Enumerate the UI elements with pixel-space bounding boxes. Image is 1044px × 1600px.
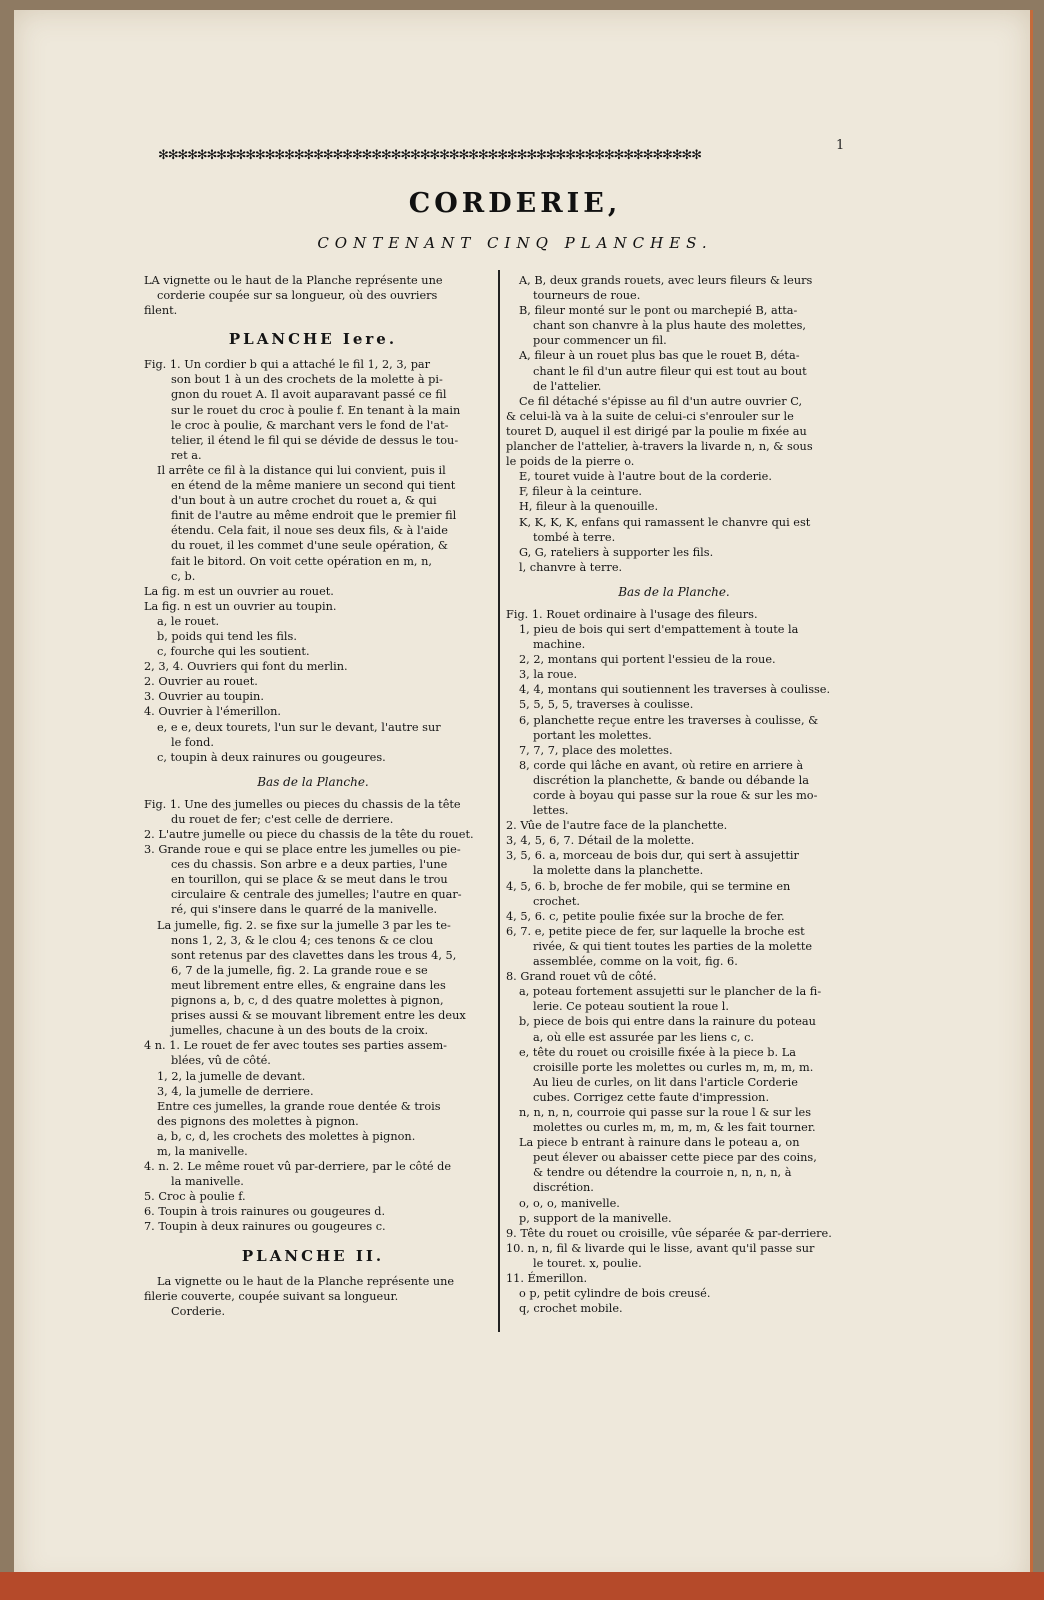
legend-line: 2. L'autre jumelle ou piece du chassis de la tête du rouet. — [144, 828, 474, 841]
legend-line: la manivelle. — [171, 1175, 244, 1189]
fig1-paragraph — [144, 357, 482, 463]
intro-paragraph — [144, 273, 482, 318]
text-line: ret a. — [171, 448, 202, 462]
text-line: Il arrête ce fil à la distance qui lui convient, puis il — [157, 463, 446, 477]
legend-line: chant son chanvre à la plus haute des molettes, — [533, 319, 807, 333]
legend-line: c, fourche qui les soutient. — [157, 645, 310, 659]
legend-line: lerie. Ce poteau soutient la roue l. — [533, 1000, 729, 1014]
text-line: telier, il étend le fil qui se dévide de dessus le tou- — [171, 433, 459, 447]
text-line: corderie coupée sur sa longueur, où des ouvriers — [157, 289, 438, 303]
legend-line: la molette dans la planchette. — [533, 864, 704, 878]
left-column — [144, 273, 482, 1319]
legend-line: pour commencer un fil. — [533, 334, 667, 348]
legend-line: 4, 5, 6. c, petite poulie fixée sur la broche de fer. — [506, 909, 785, 923]
vignette-legend-list — [506, 273, 842, 575]
legend-line: b, poids qui tend les fils. — [157, 629, 297, 643]
legend-line: circulaire & centrale des jumelles; l'autre en quar- — [171, 888, 462, 902]
legend-line: Entre ces jumelles, la grande roue dentée & trois — [157, 1099, 441, 1113]
legend-line: croisille porte les molettes ou curles m, m, m, m. — [533, 1060, 814, 1074]
legend-line: meut librement entre elles, & engraine dans les — [171, 978, 446, 992]
legend-line: 1, pieu de bois qui sert d'empattement à toute la — [519, 622, 799, 636]
legend-line: o, o, o, manivelle. — [519, 1196, 620, 1210]
legend-line: a, où elle est assurée par les liens c, c. — [533, 1030, 755, 1044]
legend-line: rivée, & qui tient toutes les parties de la molette — [533, 939, 813, 953]
legend-line: sont retenus par des clavettes dans les trous 4, 5, — [171, 948, 457, 962]
legend-line: 2. Vûe de l'autre face de la planchette. — [506, 819, 728, 833]
legend-line: e, tête du rouet ou croisille fixée à la piece b. La — [519, 1045, 796, 1059]
text-line: gnon du rouet A. Il avoit auparavant passé ce fil — [171, 388, 447, 402]
legend-line: & celui-là va à la suite de celui-ci s'enrouler sur le — [506, 409, 794, 423]
legend-line: 7. Toupin à deux rainures ou gougeures c. — [144, 1220, 386, 1234]
legend-line: Au lieu de curles, on lit dans l'article Corderie — [533, 1075, 798, 1089]
legend-line: F, fileur à la ceinture. — [519, 485, 643, 499]
legend-line: 4 n. 1. Le rouet de fer avec toutes ses parties assem- — [144, 1039, 448, 1053]
legend-line: 10. n, n, fil & livarde qui le lisse, avant qu'il passe sur — [506, 1241, 815, 1255]
section-heading-planche-2: PLANCHE II. — [241, 1246, 385, 1265]
legend-line: discrétion la planchette, & bande ou débande la — [533, 773, 809, 787]
legend-line: 3, 4, 5, 6, 7. Détail de la molette. — [506, 834, 695, 848]
legend-line: le fond. — [171, 735, 214, 749]
legend-line: Fig. 1. Une des jumelles ou pieces du chassis de la tête — [144, 797, 461, 811]
legend-line: A, fileur à un rouet plus bas que le rouet B, déta- — [519, 349, 800, 363]
text-line: Fig. 1. Un cordier b qui a attaché le fil 1, 2, 3, par — [144, 358, 431, 372]
legend-line: La piece b entrant à rainure dans le poteau a, on — [519, 1136, 800, 1150]
legend-line: filerie couverte, coupée suivant sa longueur. — [144, 1289, 399, 1303]
text-line: c, b. — [171, 569, 196, 583]
legend-line: K, K, K, K, enfans qui ramassent le chanvre qui est — [519, 515, 811, 529]
text-line: le croc à poulie, & marchant vers le fond de l'at- — [171, 418, 449, 432]
legend-line: 3, la roue. — [519, 668, 578, 682]
legend-line: lettes. — [533, 804, 569, 818]
text-line: filent. — [144, 304, 178, 318]
legend-line: o p, petit cylindre de bois creusé. — [519, 1287, 711, 1301]
legend-line: corde à boyau qui passe sur la roue & sur les mo- — [533, 789, 818, 802]
legend-line: 6, 7. e, petite piece de fer, sur laquelle la broche est — [506, 924, 805, 938]
page-title: CORDERIE, — [408, 188, 622, 219]
legend-line: nons 1, 2, 3, & le clou 4; ces tenons & ce clou — [171, 933, 434, 947]
text-line: finit de l'autre au même endroit que le premier fil — [171, 509, 457, 523]
legend-line: q, crochet mobile. — [519, 1302, 623, 1316]
legend-line: molettes ou curles m, m, m, m, & les fait tourner. — [533, 1121, 816, 1135]
legend-line: chant le fil d'un autre fileur qui est tout au bout — [533, 364, 807, 378]
legend-line: 4. n. 2. Le même rouet vû par-derriere, par le côté de — [144, 1160, 452, 1174]
legend-line: crochet. — [533, 894, 580, 908]
legend-line: La fig. n est un ouvrier au toupin. — [144, 599, 337, 613]
legend-line: b, piece de bois qui entre dans la rainure du poteau — [519, 1015, 816, 1029]
legend-line: ré, qui s'insere dans le quarré de la manivelle. — [171, 903, 438, 917]
legend-line: 4. Ouvrier à l'émerillon. — [144, 705, 282, 719]
legend-line: 11. Émerillon. — [506, 1272, 588, 1285]
legend-line: discrétion. — [533, 1181, 594, 1195]
legend-line: 6, 7 de la jumelle, fig. 2. La grande roue e se — [171, 963, 428, 977]
legend-line: a, le rouet. — [157, 614, 220, 628]
legend-line: cubes. Corrigez cette faute d'impression. — [533, 1090, 770, 1104]
legend-line: La jumelle, fig. 2. se fixe sur la jumelle 3 par les te- — [157, 918, 451, 932]
legend-line: jumelles, chacune à un des bouts de la croix. — [171, 1024, 429, 1038]
legend-line: tombé à terre. — [533, 530, 616, 544]
legend-line: e, e e, deux tourets, l'un sur le devant, l'autre sur — [157, 720, 441, 734]
legend-line: 5. Croc à poulie f. — [144, 1190, 246, 1204]
legend-line: Ce fil détaché s'épisse au fil d'un autre ouvrier C, — [519, 394, 803, 408]
legend-line: c, toupin à deux rainures ou gougeures. — [157, 750, 386, 764]
legend-line: 2. Ouvrier au rouet. — [144, 675, 258, 689]
text-line: sur le rouet du croc à poulie f. En tenant à la main — [171, 403, 461, 417]
legend-line: 9. Tête du rouet ou croisille, vûe séparée & par-derriere. — [506, 1226, 832, 1240]
legend-line: 3, 4, la jumelle de derriere. — [157, 1084, 314, 1098]
legend-line: assemblée, comme on la voit, fig. 6. — [533, 955, 738, 969]
legend-line: E, touret vuide à l'autre bout de la corderie. — [519, 470, 772, 484]
text-line: d'un bout à un autre crochet du rouet a, & qui — [171, 494, 437, 508]
legend-line: machine. — [533, 638, 586, 652]
legend-line: 3. Grande roue e qui se place entre les jumelles ou pie- — [144, 843, 461, 857]
legend-line: 2, 3, 4. Ouvriers qui font du merlin. — [144, 660, 348, 674]
legend-line: m, la manivelle. — [157, 1144, 248, 1158]
legend-line: La vignette ou le haut de la Planche représente une — [157, 1274, 455, 1288]
text-line: LA vignette ou le haut de la Planche représente une — [144, 274, 443, 287]
legend-line: le touret. x, poulie. — [533, 1256, 642, 1270]
planche-2-paragraph — [144, 1274, 482, 1319]
page-number: 1 — [836, 138, 845, 153]
legend-line: 4, 5, 6. b, broche de fer mobile, qui se termine en — [506, 879, 791, 893]
legend-line: ces du chassis. Son arbre e a deux parties, l'une — [171, 858, 448, 872]
text-line: étendu. Cela fait, il noue ses deux fils, & à l'aide — [171, 524, 448, 538]
legend-line: portant les molettes. — [533, 728, 652, 742]
legend-line: 6, planchette reçue entre les traverses à coulisse, & — [519, 713, 819, 727]
legend-line: l, chanvre à terre. — [519, 560, 623, 574]
legend-line: B, fileur monté sur le pont ou marchepié B, atta- — [519, 304, 798, 318]
text-line: en étend de la même maniere un second qui tient — [171, 479, 456, 493]
legend-line: blées, vû de côté. — [171, 1054, 271, 1068]
legend-line: 3, 5, 6. a, morceau de bois dur, qui sert à assujettir — [506, 849, 799, 863]
legend-line: de l'attelier. — [533, 379, 602, 393]
legend-line: 1, 2, la jumelle de devant. — [157, 1069, 306, 1083]
ornament-border: ✻✻✻✻✻✻✻✻✻✻✻✻✻✻✻✻✻✻✻✻✻✻✻✻✻✻✻✻✻✻✻✻✻✻✻✻✻✻✻✻✻✻✻✻✻✻✻✻✻✻✻✻✻✻✻✻ — [158, 148, 701, 163]
legend-line: tourneurs de roue. — [533, 289, 641, 303]
legend-line: A, B, deux grands rouets, avec leurs fileurs & leurs — [519, 274, 813, 287]
legend-line: 3. Ouvrier au toupin. — [144, 690, 264, 704]
bas-legend-list-right — [506, 607, 842, 1316]
fig1b-paragraph — [144, 463, 482, 584]
section-heading-bas: Bas de la Planche. — [257, 774, 369, 789]
bas-legend-list — [144, 797, 482, 1235]
paper-edge — [0, 1572, 1044, 1600]
text-line: fait le bitord. On voit cette opération en m, n, — [171, 554, 432, 568]
legend-line: p, support de la manivelle. — [519, 1211, 672, 1225]
legend-line: plancher de l'attelier, à-travers la livarde n, n, & sous — [506, 440, 813, 454]
text-line: du rouet, il les commet d'une seule opération, & — [171, 539, 448, 553]
legend-line: peut élever ou abaisser cette piece par des coins, — [533, 1151, 817, 1165]
text-line: son bout 1 à un des crochets de la molette à pi- — [171, 373, 443, 387]
section-heading-planche-1: PLANCHE Iere. — [228, 330, 398, 349]
legend-line: La fig. m est un ouvrier au rouet. — [144, 584, 334, 598]
legend-line: en tourillon, qui se place & se meut dans le trou — [171, 873, 448, 887]
legend-line: a, b, c, d, les crochets des molettes à pignon. — [157, 1129, 416, 1143]
legend-line: du rouet de fer; c'est celle de derriere. — [171, 812, 394, 826]
legend-line: prises aussi & se mouvant librement entre les deux — [171, 1009, 466, 1023]
legend-line: H, fileur à la quenouille. — [519, 500, 659, 514]
legend-line: & tendre ou détendre la courroie n, n, n, n, à — [533, 1166, 792, 1180]
page-subtitle: CONTENANT CINQ PLANCHES. — [317, 234, 713, 252]
legend-line: 2, 2, montans qui portent l'essieu de la roue. — [519, 653, 776, 667]
legend-line: des pignons des molettes à pignon. — [157, 1114, 359, 1128]
legend-line: a, poteau fortement assujetti sur le plancher de la fi- — [519, 985, 822, 999]
column-divider — [498, 270, 500, 1332]
legend-line: G, G, rateliers à supporter les fils. — [519, 545, 714, 559]
legend-line: 8. Grand rouet vû de côté. — [506, 970, 657, 984]
legend-line: pignons a, b, c, d des quatre molettes à pignon, — [171, 994, 444, 1008]
legend-line: Fig. 1. Rouet ordinaire à l'usage des fileurs. — [506, 607, 758, 621]
legend-line: 7, 7, 7, place des molettes. — [519, 743, 673, 757]
legend-line: 4, 4, montans qui soutiennent les traverses à coulisse. — [519, 683, 831, 697]
right-column — [506, 273, 842, 1316]
legend-line: n, n, n, n, courroie qui passe sur la roue l & sur les — [519, 1105, 812, 1119]
figure-legend-list — [144, 584, 482, 765]
legend-line: le poids de la pierre o. — [506, 455, 635, 469]
section-heading-bas-right: Bas de la Planche. — [618, 584, 730, 599]
legend-line: Corderie. — [171, 1304, 226, 1318]
legend-line: 8, corde qui lâche en avant, où retire en arriere à — [519, 758, 804, 772]
legend-line: 5, 5, 5, 5, traverses à coulisse. — [519, 698, 694, 712]
legend-line: touret D, auquel il est dirigé par la poulie m fixée au — [506, 424, 807, 438]
legend-line: 6. Toupin à trois rainures ou gougeures d. — [144, 1205, 386, 1219]
